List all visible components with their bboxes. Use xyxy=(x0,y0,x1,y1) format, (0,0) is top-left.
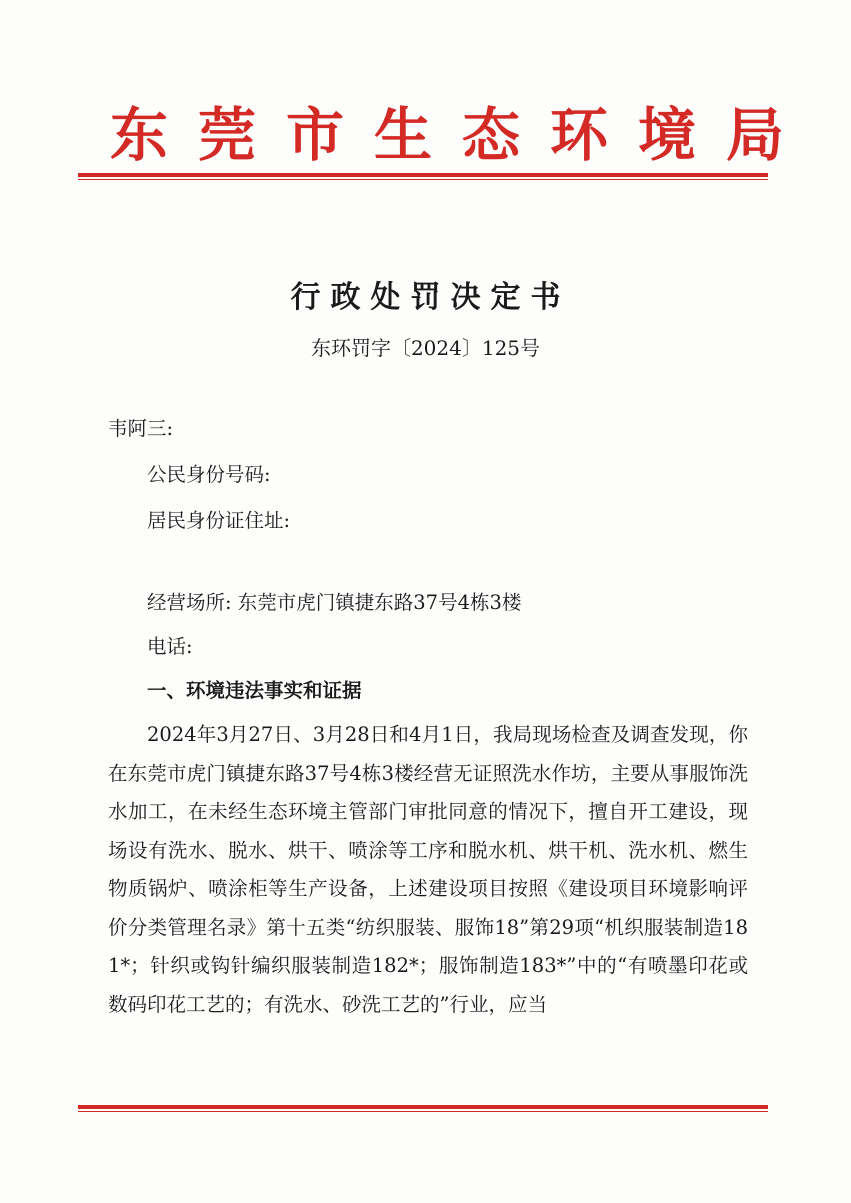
party-name: 韦阿三: xyxy=(108,417,174,440)
business-place: 经营场所: 东莞市虎门镇捷东路37号4栋3楼 xyxy=(147,591,522,614)
document-title: 行政处罚决定书 xyxy=(290,280,571,315)
document-number: 东环罚字〔2024〕125号 xyxy=(310,336,541,360)
header-red-rule xyxy=(78,173,768,180)
footer-red-rule xyxy=(78,1105,768,1112)
residence-address-label: 居民身份证住址: xyxy=(147,509,291,532)
section-heading-violation-facts: 一、环境违法事实和证据 xyxy=(147,679,362,702)
id-number-label: 公民身份号码: xyxy=(147,463,271,486)
violation-facts-paragraph: 2024年3月27日、3月28日和4月1日，我局现场检查及调查发现，你在东莞市虎门镇捷东路37号4栋3楼经营无证照洗水作坊，主要从事服饰洗水加工，在未经生态环境主管部门审批同意的情况下，擅自开工建设，现场设有洗水、脱水、烘干、喷涂等工序和脱水机、烘干机、洗水机、燃生物质锅炉、喷涂柜等生产设备，上述建设项目按照《建设项目环境影响评价分类管理名录》第十五类“纺织服装、服饰18”第29项“机织服装制造181*；针织或钩针编织服装制造182*；服饰制造183*”中的“有喷墨印花或数码印花工艺的；有洗水、砂洗工艺的”行业，应当 xyxy=(108,723,748,1016)
phone-label: 电话: xyxy=(147,635,193,658)
issuing-authority-header: 东莞市生态环境局 xyxy=(110,101,815,169)
